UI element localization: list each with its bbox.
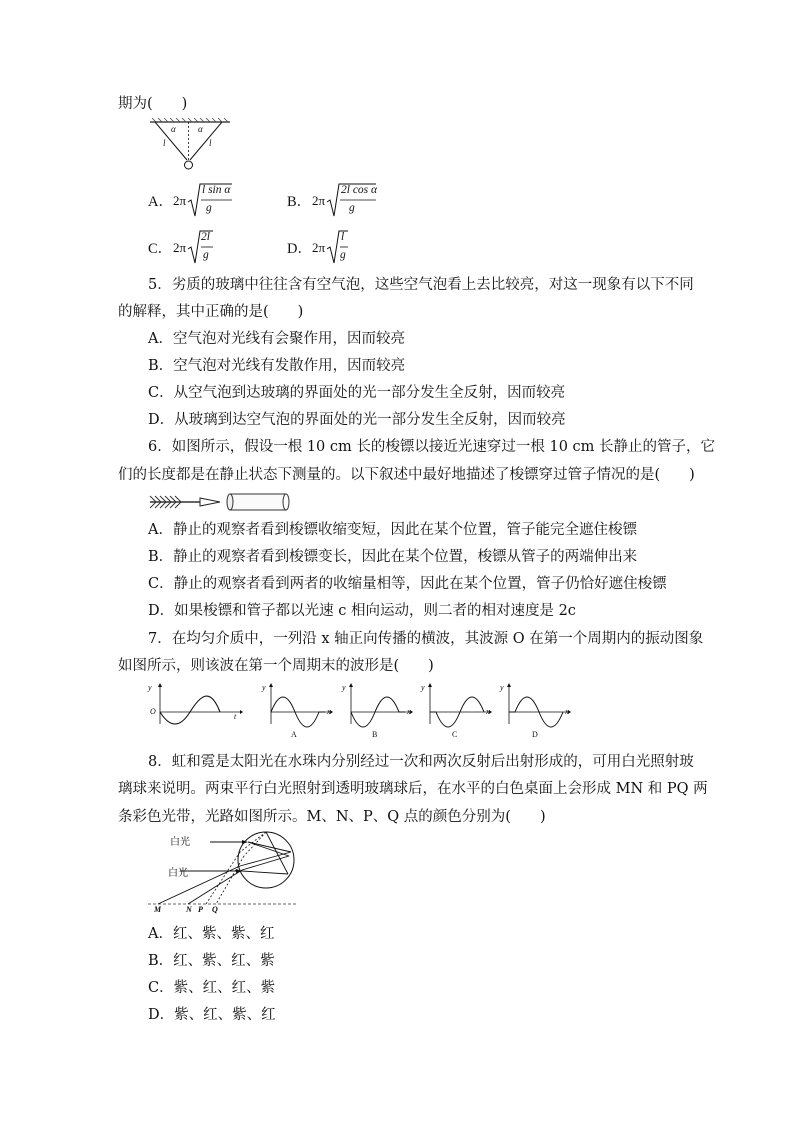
- q6-line1: 6．如图所示，假设一根 10 cm 长的梭镖以接近光速穿过一根 10 cm 长静止的管子，它: [148, 439, 716, 455]
- graph-d-x-label: x: [565, 707, 569, 716]
- point-q-label: Q: [212, 905, 218, 914]
- q6-option-d[interactable]: D．如果梭镖和管子都以光速 c 相向运动，则二者的相对速度是 2c: [148, 603, 576, 619]
- q8-line3: 条彩色光带，光路如图所示。M、N、P、Q 点的颜色分别为( ): [118, 809, 546, 825]
- q5-line1: 5．劣质的玻璃中往往含有空气泡，这些空气泡看上去比较亮，对这一现象有以下不同: [148, 277, 694, 293]
- graph-a-x-label: x: [327, 707, 331, 716]
- graph-c-y-label: y: [421, 683, 425, 692]
- point-m-label: M: [154, 905, 162, 914]
- q5-option-c[interactable]: C．从空气泡到达玻璃的界面处的光一部分发生全反射，因而较亮: [148, 385, 566, 401]
- q8-option-d[interactable]: D．紫、红、紫、红: [148, 1007, 276, 1023]
- waveform-option-d[interactable]: [503, 682, 573, 727]
- graph-a-y-label: y: [262, 683, 266, 692]
- graph-d-y-label: y: [500, 683, 504, 692]
- q5-line2: 的解释，其中正确的是( ): [118, 304, 304, 320]
- q6-option-c[interactable]: C．静止的观察者看到两者的收缩量相等，因此在某个位置，管子仍恰好遮住梭镖: [148, 576, 667, 592]
- waveform-option-b[interactable]: [345, 682, 415, 727]
- q5-option-a[interactable]: A．空气泡对光线有会聚作用，因而较亮: [148, 331, 405, 347]
- q4-tail-text: 期为( ): [118, 96, 188, 112]
- q5-option-d[interactable]: D．从玻璃到达空气泡的界面处的光一部分发生全反射，因而较亮: [148, 412, 566, 428]
- q4-option-c[interactable]: C．: [148, 241, 173, 257]
- graph-b-letter: B: [372, 730, 378, 739]
- alpha-right-label: α: [198, 124, 203, 134]
- q7-line2: 如图所示，则该波在第一个周期末的波形是( ): [118, 658, 434, 674]
- q8-option-b[interactable]: B．红、紫、红、紫: [148, 953, 275, 969]
- graph-b-y-label: y: [342, 683, 346, 692]
- q8-line2: 璃球来说明。两束平行白光照射到透明玻璃球后，在水平的白色桌面上会形成 MN 和 PQ 两: [118, 781, 708, 797]
- l-left-label: l: [163, 138, 166, 148]
- point-n-label: N: [186, 905, 192, 914]
- graph-b-x-label: x: [407, 707, 411, 716]
- q5-option-b[interactable]: B．空气泡对光线有发散作用，因而较亮: [148, 358, 406, 374]
- white-light-label-1: 白光: [170, 837, 190, 848]
- graph-d-letter: D: [532, 730, 538, 739]
- alpha-left-label: α: [171, 124, 176, 134]
- graph-c-x-label: x: [486, 707, 490, 716]
- graph-a-letter: A: [291, 730, 297, 739]
- graph0-t-label: t: [234, 712, 237, 721]
- graph0-o-label: O: [150, 707, 156, 716]
- q7-line1: 7．在均匀介质中，一列沿 x 轴正向传播的横波，其波源 O 在第一个周期内的振动图象: [148, 631, 704, 647]
- q8-line1: 8．虹和霓是太阳光在水珠内分别经过一次和两次反射后出射形成的，可用白光照射玻: [148, 754, 694, 770]
- q4-option-a[interactable]: A．: [148, 194, 173, 210]
- q8-option-c[interactable]: C．紫、红、红、紫: [148, 980, 276, 996]
- q6-option-b[interactable]: B．静止的观察者看到梭镖变长，因此在某个位置，梭镖从管子的两端伸出来: [148, 549, 638, 565]
- waveform-option-a[interactable]: [265, 682, 335, 727]
- dart-and-tube-figure: [148, 491, 298, 513]
- q6-line2: 们的长度都是在静止状态下测量的。以下叙述中最好地描述了梭镖穿过管子情况的是( ): [118, 467, 695, 483]
- q8-option-a[interactable]: A．红、紫、紫、红: [148, 926, 275, 942]
- point-p-label: P: [198, 905, 203, 914]
- waveform-option-c[interactable]: [424, 682, 494, 727]
- white-light-label-2: 白光: [168, 868, 188, 879]
- q4-option-d[interactable]: D．: [287, 241, 312, 257]
- q6-option-a[interactable]: A．静止的观察者看到梭镖收缩变短，因此在某个位置，管子能完全遮住梭镖: [148, 522, 637, 538]
- l-right-label: l: [209, 138, 212, 148]
- q4-option-b[interactable]: B．: [287, 194, 312, 210]
- source-vibration-graph: [148, 682, 243, 727]
- graph-c-letter: C: [452, 730, 458, 739]
- graph0-y-label: y: [148, 683, 152, 692]
